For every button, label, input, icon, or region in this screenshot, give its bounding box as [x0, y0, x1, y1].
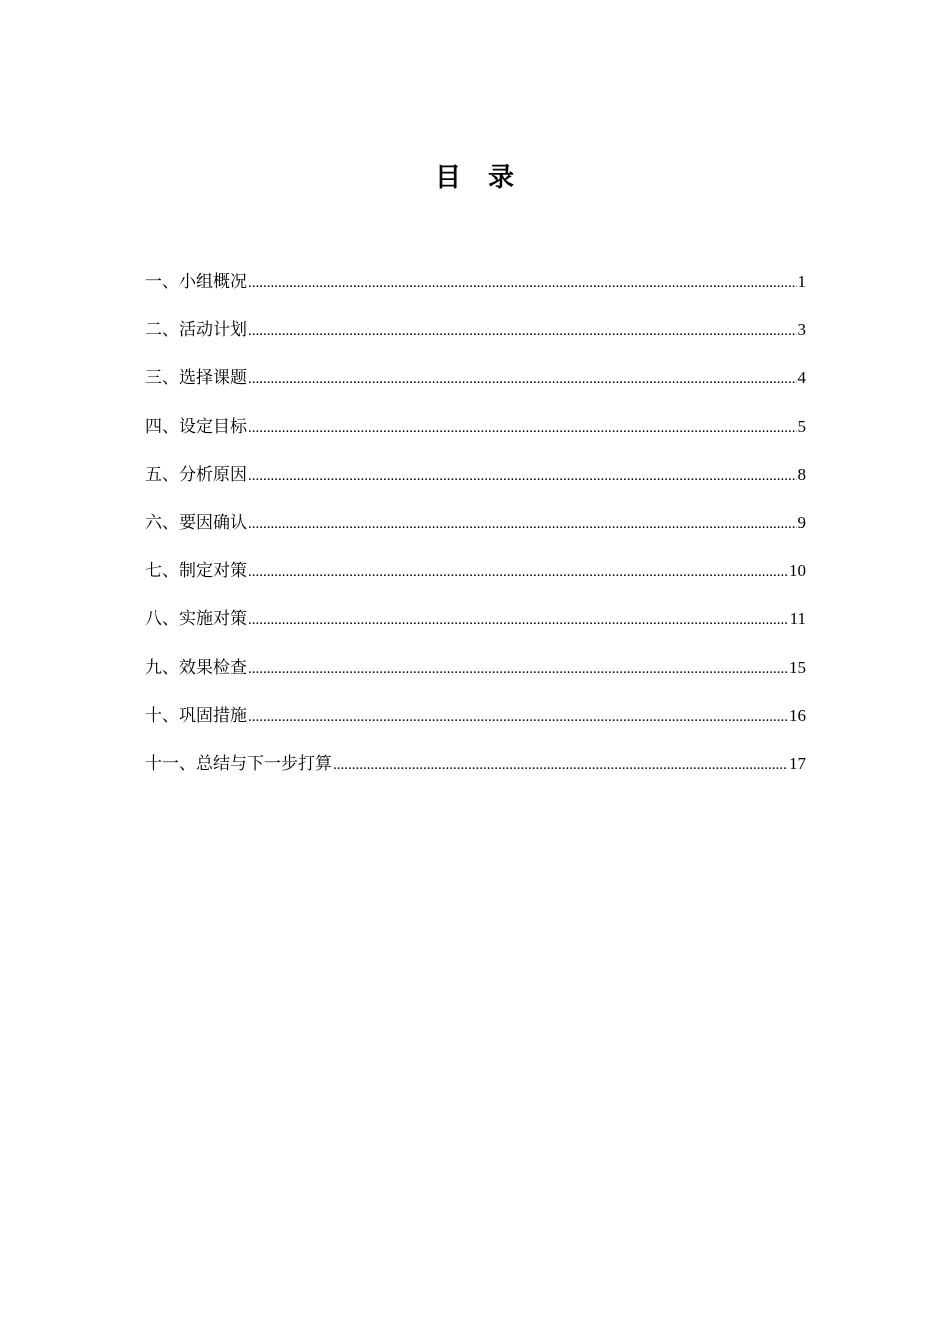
toc-list: [145, 264, 806, 794]
dot-leader: [248, 265, 797, 301]
toc-entry-label: 七、制定对策: [145, 561, 247, 581]
toc-entry-page: 3: [797, 320, 806, 340]
toc-entry-consolidation-measures[interactable]: [145, 698, 806, 746]
toc-entry-page: 1: [797, 272, 806, 291]
dot-leader: [248, 602, 789, 638]
toc-entry-page: 16: [789, 705, 806, 725]
toc-entry-set-goal[interactable]: [145, 409, 806, 457]
toc-entry-summary-next-steps[interactable]: [145, 746, 806, 794]
toc-entry-page: 4: [797, 368, 806, 388]
dot-leader: [248, 458, 797, 494]
toc-entry-label: 六、要因确认: [145, 512, 247, 532]
toc-title-part2: 录: [488, 163, 516, 192]
toc-entry-label: 二、活动计划: [145, 320, 247, 340]
dot-leader: [333, 747, 788, 783]
toc-title-part1: 目: [434, 163, 462, 192]
toc-entry-page: 17: [789, 753, 806, 773]
dot-leader: [248, 361, 797, 397]
dot-leader: [248, 554, 788, 590]
toc-entry-label: 三、选择课题: [145, 368, 247, 388]
toc-entry-label: 八、实施对策: [145, 609, 247, 629]
dot-leader: [248, 313, 797, 349]
dot-leader: [248, 651, 788, 687]
toc-entry-label: 九、效果检查: [145, 657, 247, 677]
toc-entry-confirm-key-causes[interactable]: [145, 505, 806, 553]
toc-title: [0, 160, 950, 196]
toc-entry-page: 15: [789, 657, 806, 677]
toc-entry-page: 9: [797, 512, 806, 532]
toc-entry-page: 8: [797, 464, 806, 484]
toc-entry-page: 10: [789, 561, 806, 581]
dot-leader: [248, 410, 797, 446]
toc-entry-label: 十、巩固措施: [145, 705, 247, 725]
toc-entry-select-topic[interactable]: [145, 360, 806, 408]
toc-entry-group-overview[interactable]: [145, 264, 806, 312]
toc-entry-label: 十一、总结与下一步打算: [145, 753, 332, 773]
toc-entry-implement-countermeasures[interactable]: [145, 601, 806, 649]
toc-entry-activity-plan[interactable]: [145, 312, 806, 360]
dot-leader: [248, 699, 788, 735]
toc-entry-label: 一、小组概况: [145, 272, 247, 291]
toc-entry-develop-countermeasures[interactable]: [145, 553, 806, 601]
toc-entry-label: 四、设定目标: [145, 416, 247, 436]
toc-entry-label: 五、分析原因: [145, 464, 247, 484]
toc-entry-page: 11: [789, 609, 806, 629]
dot-leader: [248, 506, 797, 542]
toc-entry-analyze-causes[interactable]: [145, 457, 806, 505]
toc-entry-page: 5: [797, 416, 806, 436]
toc-entry-check-results[interactable]: [145, 650, 806, 698]
